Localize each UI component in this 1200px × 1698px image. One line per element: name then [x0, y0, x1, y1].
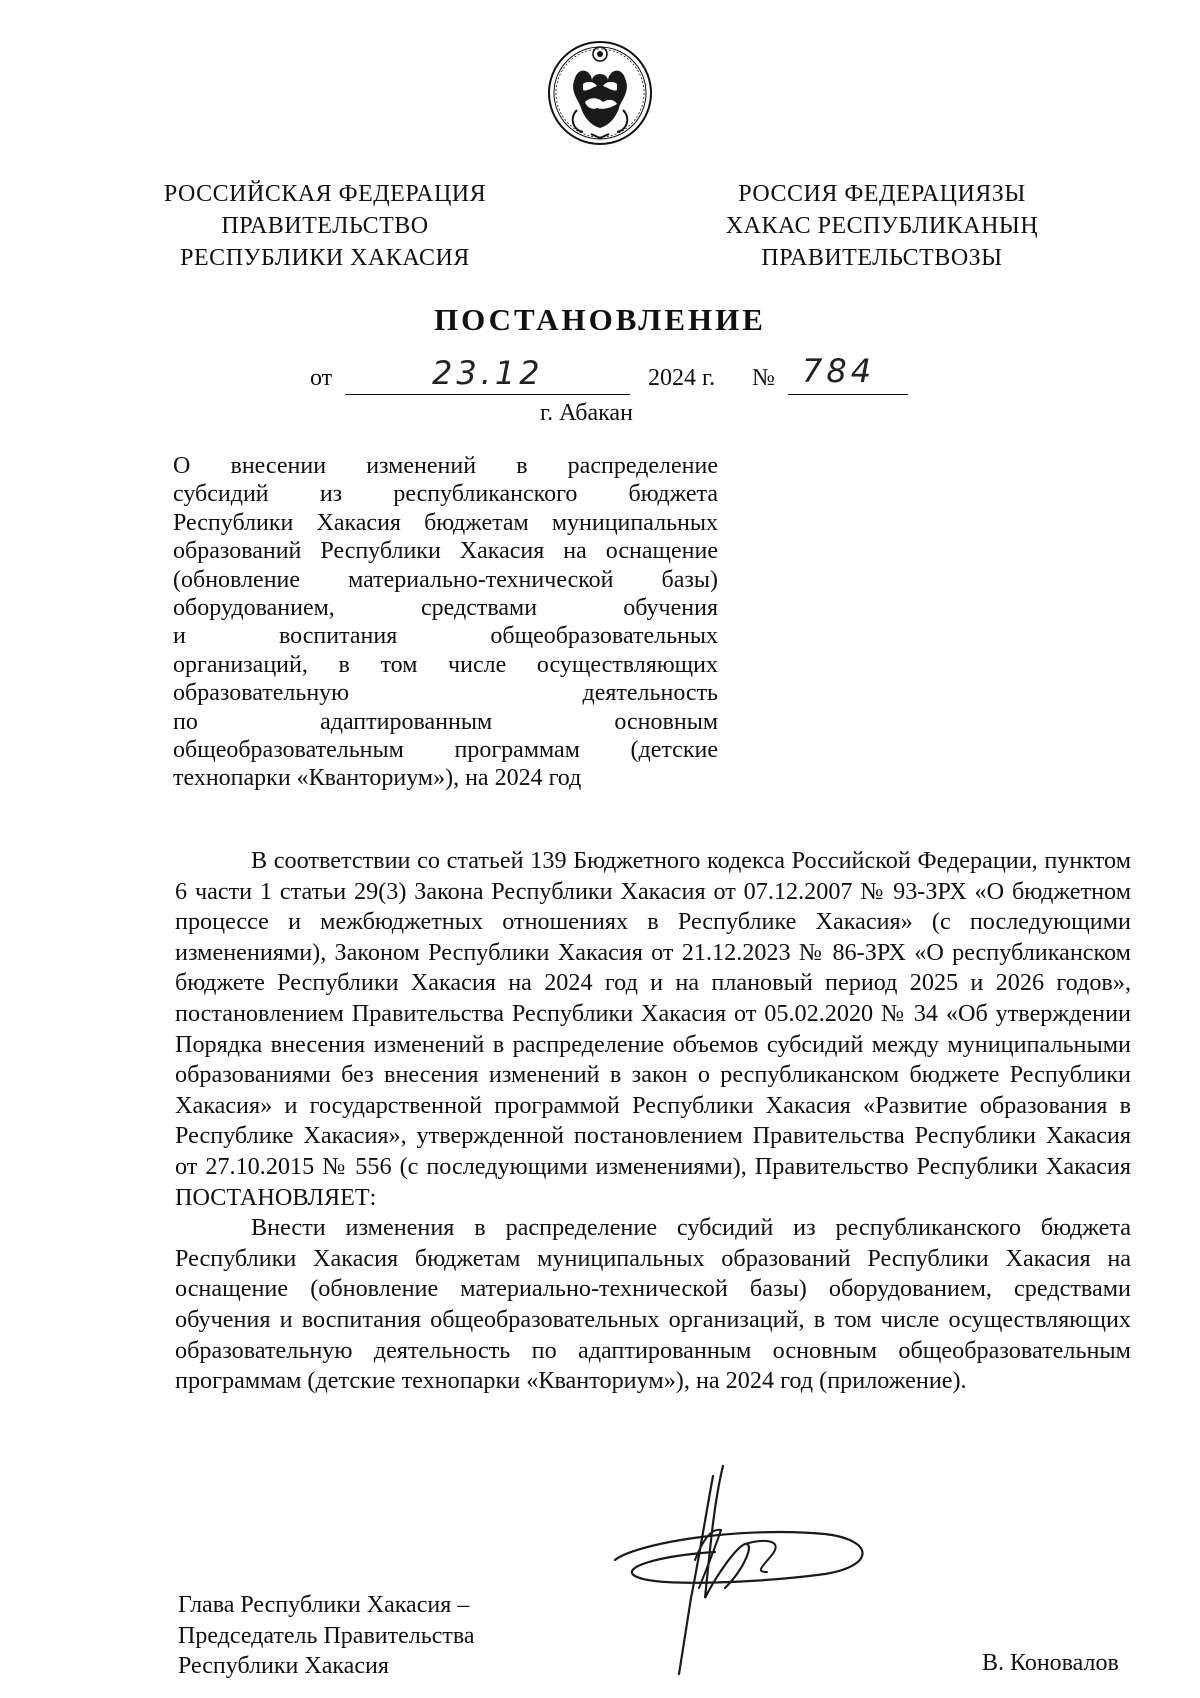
header-left — [140, 178, 510, 274]
header-left-line: РЕСПУБЛИКИ ХАКАСИЯ — [180, 245, 470, 271]
signatory-position-line: Глава Республики Хакасия – — [178, 1592, 470, 1618]
number-handwritten: 784 — [802, 352, 876, 390]
subject-line: оборудованием, средствами обучения — [173, 595, 718, 622]
signatory-position — [178, 1590, 475, 1682]
number-underline — [788, 394, 908, 395]
subject-line: технопарки «Кванториум»), на 2024 год — [173, 765, 582, 792]
signatory-position-line: Председатель Правительства — [178, 1622, 475, 1649]
subject-line: образовательную деятельность — [173, 680, 718, 707]
subject-line: и воспитания общеобразовательных — [173, 623, 718, 650]
date-underline — [345, 394, 630, 395]
header-right-line: ХАКАС РЕСПУБЛИКАНЫҢ — [725, 213, 1039, 239]
subject-line: Республики Хакасия бюджетам муниципальных — [173, 509, 718, 536]
document-subject — [173, 452, 718, 793]
date-handwritten: 23.12 — [432, 354, 544, 392]
city-label: г. Абакан — [540, 400, 633, 426]
subject-line: общеобразовательным программам (детские — [173, 737, 718, 764]
header-right-line: РОССИЯ ФЕДЕРАЦИЯЗЫ — [738, 181, 1026, 207]
handwritten-signature-icon — [595, 1448, 895, 1688]
document-type-title: ПОСТАНОВЛЕНИЕ — [434, 302, 766, 337]
subject-line: образований Республики Хакасия на оснащение — [173, 538, 718, 565]
subject-line: (обновление материально-технической базы) — [173, 566, 718, 593]
number-sign: № — [752, 365, 775, 391]
coat-of-arms-icon — [547, 40, 653, 146]
body-paragraph: Внести изменения в распределение субсидий из республиканского бюджета Республики Хакасия бюджетам муниципальных образований Республики Хакасия на оснащение (обновление материально-технической базы) оборудованием, средствами обучения и воспитания общеобразовательных организаций, в том числе осуществляющих образовательную деятельность по адаптированным основным общеобразовательным программам (детские технопарки «Кванториум»), на 2024 год (приложение). — [175, 1214, 1131, 1395]
subject-line: субсидий из республиканского бюджета — [173, 481, 718, 508]
body-paragraph: В соответствии со статьей 139 Бюджетного кодекса Российской Федерации, пунктом 6 части 1 статьи 29(3) Закона Республики Хакасия от 07.12.2007 № 93-ЗРХ «О бюджетном процессе и межбюджетных отношениях в Республике Хакасия» (с последующими изменениями), Законом Республики Хакасия от 21.12.2023 № 86-ЗРХ «О республиканском бюджете Республики Хакасия на 2024 год и на плановый период 2025 и 2026 годов», постановлением Правительства Республики Хакасия от 05.02.2020 № 34 «Об утверждении Порядка внесения изменений в распределение объемов субсидий между муниципальными образованиями без внесения изменений в закон о республиканском бюджете Республики Хакасия» и государственной программой Республики Хакасия «Развитие образования в Республике Хакасия», утвержденной постановлением Правительства Республики Хакасия от 27.10.2015 № 556 (с последующими изменениями), Правительство Республики Хакасия ПОСТАНОВЛЯЕТ: — [175, 847, 1131, 1211]
header-right — [692, 178, 1072, 274]
subject-line: по адаптированным основным — [173, 708, 718, 735]
header-left-line: РОССИЙСКАЯ ФЕДЕРАЦИЯ — [163, 181, 487, 207]
header-right-line: ПРАВИТЕЛЬСТВОЗЫ — [761, 245, 1003, 271]
document-body — [175, 846, 1131, 1397]
signer-name: В. Коновалов — [982, 1650, 1119, 1676]
header-left-line: ПРАВИТЕЛЬСТВО — [221, 213, 429, 239]
date-prefix: от — [310, 365, 333, 391]
subject-line: организаций, в том числе осуществляющих — [173, 651, 718, 678]
date-year: 2024 г. — [648, 365, 716, 391]
subject-line: О внесении изменений в распределение — [173, 453, 718, 479]
signatory-position-line: Республики Хакасия — [178, 1653, 389, 1679]
